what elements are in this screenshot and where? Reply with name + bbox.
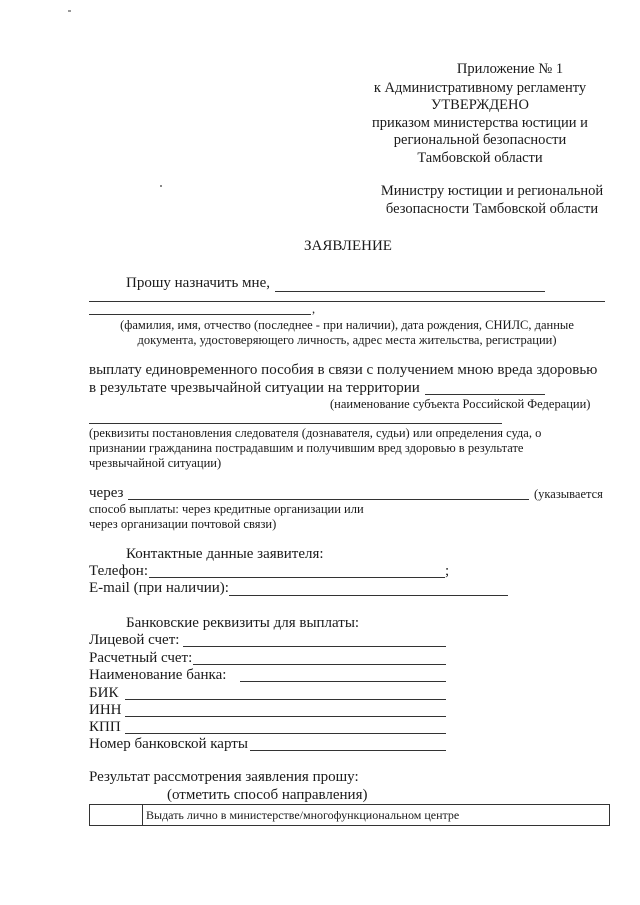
scan-speck (160, 185, 162, 187)
order-line-2: региональной безопасности (393, 132, 567, 148)
settlement-account-field[interactable] (193, 664, 446, 665)
bank-field-label: БИК (89, 685, 119, 701)
name-line-3[interactable] (89, 314, 311, 315)
phone-label: Телефон: (89, 563, 148, 579)
result-option-checkbox[interactable] (90, 805, 143, 826)
result-options-table (89, 804, 610, 826)
requisites-line[interactable] (89, 423, 502, 424)
addressee-line-2: безопасности Тамбовской области (385, 201, 599, 217)
result-option-label: Выдать лично в министерстве/многофункциональном центре (143, 805, 610, 826)
order-line-3: Тамбовской области (417, 150, 543, 166)
name-caption-2: документа, удостоверяющего личность, адрес места жительства, регистрации) (137, 333, 557, 347)
scan-speck (68, 10, 71, 12)
result-caption: (отметить способ направления) (167, 787, 368, 803)
bank-field-label: Наименование банка: (89, 667, 227, 683)
order-line-1: приказом министерства юстиции и (372, 115, 588, 131)
kpp-field[interactable] (125, 733, 446, 734)
method-line[interactable] (128, 499, 529, 500)
requisites-caption-1: (реквизиты постановления следователя (дознавателя, судьи) или определения суда, о (89, 426, 542, 440)
name-line-2[interactable] (89, 301, 605, 302)
payment-line-2: в результате чрезвычайной ситуации на территории (89, 380, 420, 396)
name-caption-1: (фамилия, имя, отчество (последнее - при наличии), дата рождения, СНИЛС, данные (120, 318, 574, 332)
method-prefix: через (89, 485, 124, 501)
region-caption: (наименование субъекта Российской Федерации) (330, 397, 591, 411)
bank-field-label: Номер банковской карты (89, 736, 248, 752)
account-field[interactable] (183, 646, 446, 647)
bank-field-label: ИНН (89, 702, 122, 718)
name-line-comma: , (312, 302, 316, 316)
payment-line-1: выплату единовременного пособия в связи с получением мною вреда здоровью (89, 362, 598, 378)
phone-end: ; (445, 563, 450, 579)
form-title: ЗАЯВЛЕНИЕ (304, 238, 392, 254)
result-option-row (90, 805, 610, 826)
bank-field-label: КПП (89, 719, 121, 735)
bik-field[interactable] (125, 699, 446, 700)
region-line[interactable] (425, 394, 545, 395)
name-line-1[interactable] (275, 291, 545, 292)
email-field[interactable] (229, 595, 508, 596)
contacts-heading: Контактные данные заявителя: (126, 546, 324, 562)
bank-heading: Банковские реквизиты для выплаты: (126, 615, 360, 631)
result-heading: Результат рассмотрения заявления прошу: (89, 769, 359, 785)
method-caption-1: способ выплаты: через кредитные организации или (89, 502, 364, 516)
approved-label: УТВЕРЖДЕНО (431, 97, 529, 113)
bank-name-field[interactable] (240, 681, 446, 682)
method-caption-2: через организации почтовой связи) (89, 517, 277, 531)
phone-field[interactable] (149, 577, 445, 578)
card-number-field[interactable] (250, 750, 446, 751)
requisites-caption-2: признании гражданина пострадавшим и получившим вред здоровью в результате (89, 441, 524, 455)
bank-field-label: Расчетный счет: (89, 650, 193, 666)
inn-field[interactable] (125, 716, 446, 717)
request-prefix: Прошу назначить мне, (126, 275, 270, 291)
addressee-line-1: Министру юстиции и региональной (380, 183, 604, 199)
email-label: E-mail (при наличии): (89, 580, 229, 596)
method-suffix: (указывается (534, 487, 603, 501)
reglament-label: к Административному регламенту (373, 80, 587, 96)
bank-field-label: Лицевой счет: (89, 632, 180, 648)
requisites-caption-3: чрезвычайной ситуации) (89, 456, 222, 470)
appendix-label: Приложение № 1 (456, 61, 564, 77)
